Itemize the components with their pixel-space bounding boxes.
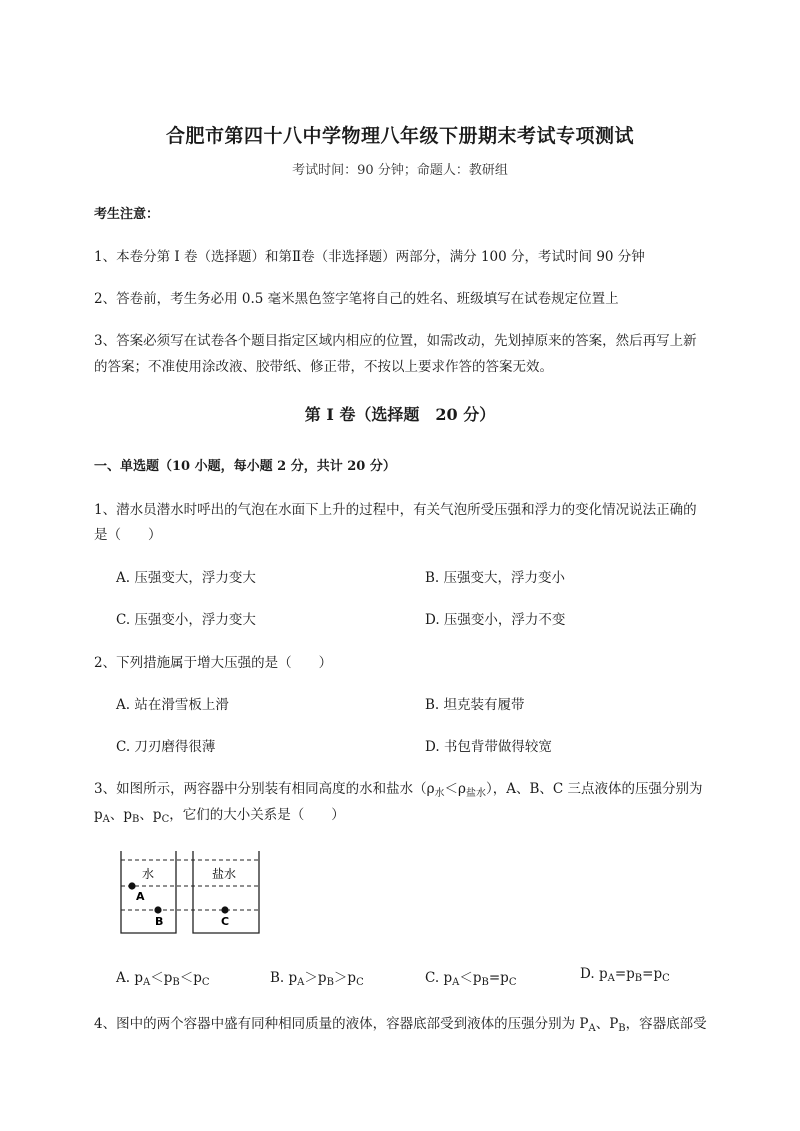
q2-option-d[interactable]: D. 书包背带做得较宽 <box>425 739 552 755</box>
q2-stem: 2、下列措施属于增大压强的是（ ） <box>94 655 333 671</box>
q1-option-c[interactable]: C. 压强变小，浮力变大 <box>116 612 256 628</box>
q2-option-c[interactable]: C. 刀刃磨得很薄 <box>116 739 216 755</box>
notice-heading: 考生注意： <box>94 207 160 222</box>
part-heading: 一、单选题（10 小题，每小题 2 分，共计 20 分） <box>94 459 396 474</box>
q1-stem-cont: 是（ ） <box>94 527 162 543</box>
q3-option-d[interactable]: D. $p_A=p_B=p_C$ <box>580 966 670 984</box>
q3-option-c[interactable]: C. $p_A<p_B=p_C$ <box>425 970 517 988</box>
q4-stem: 4、图中的两个容器中盛有同种相同质量的液体，容器底部受到液体的压强分别为 $P_A$、$P_B$，容器底部受 <box>94 1016 707 1034</box>
point-c-label: C <box>221 915 230 928</box>
q3-option-a[interactable]: A. $p_A<p_B<p_C$ <box>116 970 210 988</box>
notice-item-2: 2、答卷前，考生务必用 0.5 毫米黑色签字笔将自己的姓名、班级填写在试卷规定位置上 <box>94 291 619 307</box>
page-title: 合肥市第四十八中学物理八年级下册期末考试专项测试 <box>165 125 634 147</box>
exam-info: 考试时间：90 分钟；命题人：教研组 <box>292 163 508 178</box>
q1-option-b[interactable]: B. 压强变大，浮力变小 <box>425 570 566 586</box>
notice-item-1: 1、本卷分第 I 卷（选择题）和第Ⅱ卷（非选择题）两部分，满分 100 分，考试时间 90 分钟 <box>94 249 645 265</box>
q2-option-b[interactable]: B. 坦克装有履带 <box>425 697 525 713</box>
notice-item-3: 3、答案必须写在试卷各个题目指定区域内相应的位置，如需改动，先划掉原来的答案，然后再写上新 <box>94 333 697 349</box>
water-container <box>121 851 176 933</box>
label-water: 水 <box>142 867 155 881</box>
q3-stem: 3、如图所示，两容器中分别装有相同高度的水和盐水$(\rho_水<\rho_{盐水})$，A、B、C 三点液体的压强分别为 <box>94 781 703 799</box>
point-b-label: B <box>155 915 164 928</box>
point-a-label: A <box>136 890 145 903</box>
q2-option-a[interactable]: A. 站在滑雪板上滑 <box>116 697 229 713</box>
containers-diagram <box>118 848 268 942</box>
point-c-dot <box>221 906 228 913</box>
q3-option-b[interactable]: B. $p_A>p_B>p_C$ <box>270 970 364 988</box>
q1-option-d[interactable]: D. 压强变小，浮力不变 <box>425 612 566 628</box>
section-title: 第 I 卷（选择题 20 分） <box>304 405 496 424</box>
q3-stem-cont: $p_A$、$p_B$、$p_C$，它们的大小关系是（ ） <box>94 807 345 825</box>
q1-option-a[interactable]: A. 压强变大，浮力变大 <box>116 570 256 586</box>
label-salt-water: 盐水 <box>212 867 237 881</box>
point-a-dot <box>128 882 135 889</box>
q1-stem: 1、潜水员潜水时呼出的气泡在水面下上升的过程中，有关气泡所受压强和浮力的变化情况说法正确的 <box>94 502 697 518</box>
point-b-dot <box>154 906 161 913</box>
notice-item-3-cont: 的答案；不准使用涂改液、胶带纸、修正带，不按以上要求作答的答案无效。 <box>94 359 553 375</box>
